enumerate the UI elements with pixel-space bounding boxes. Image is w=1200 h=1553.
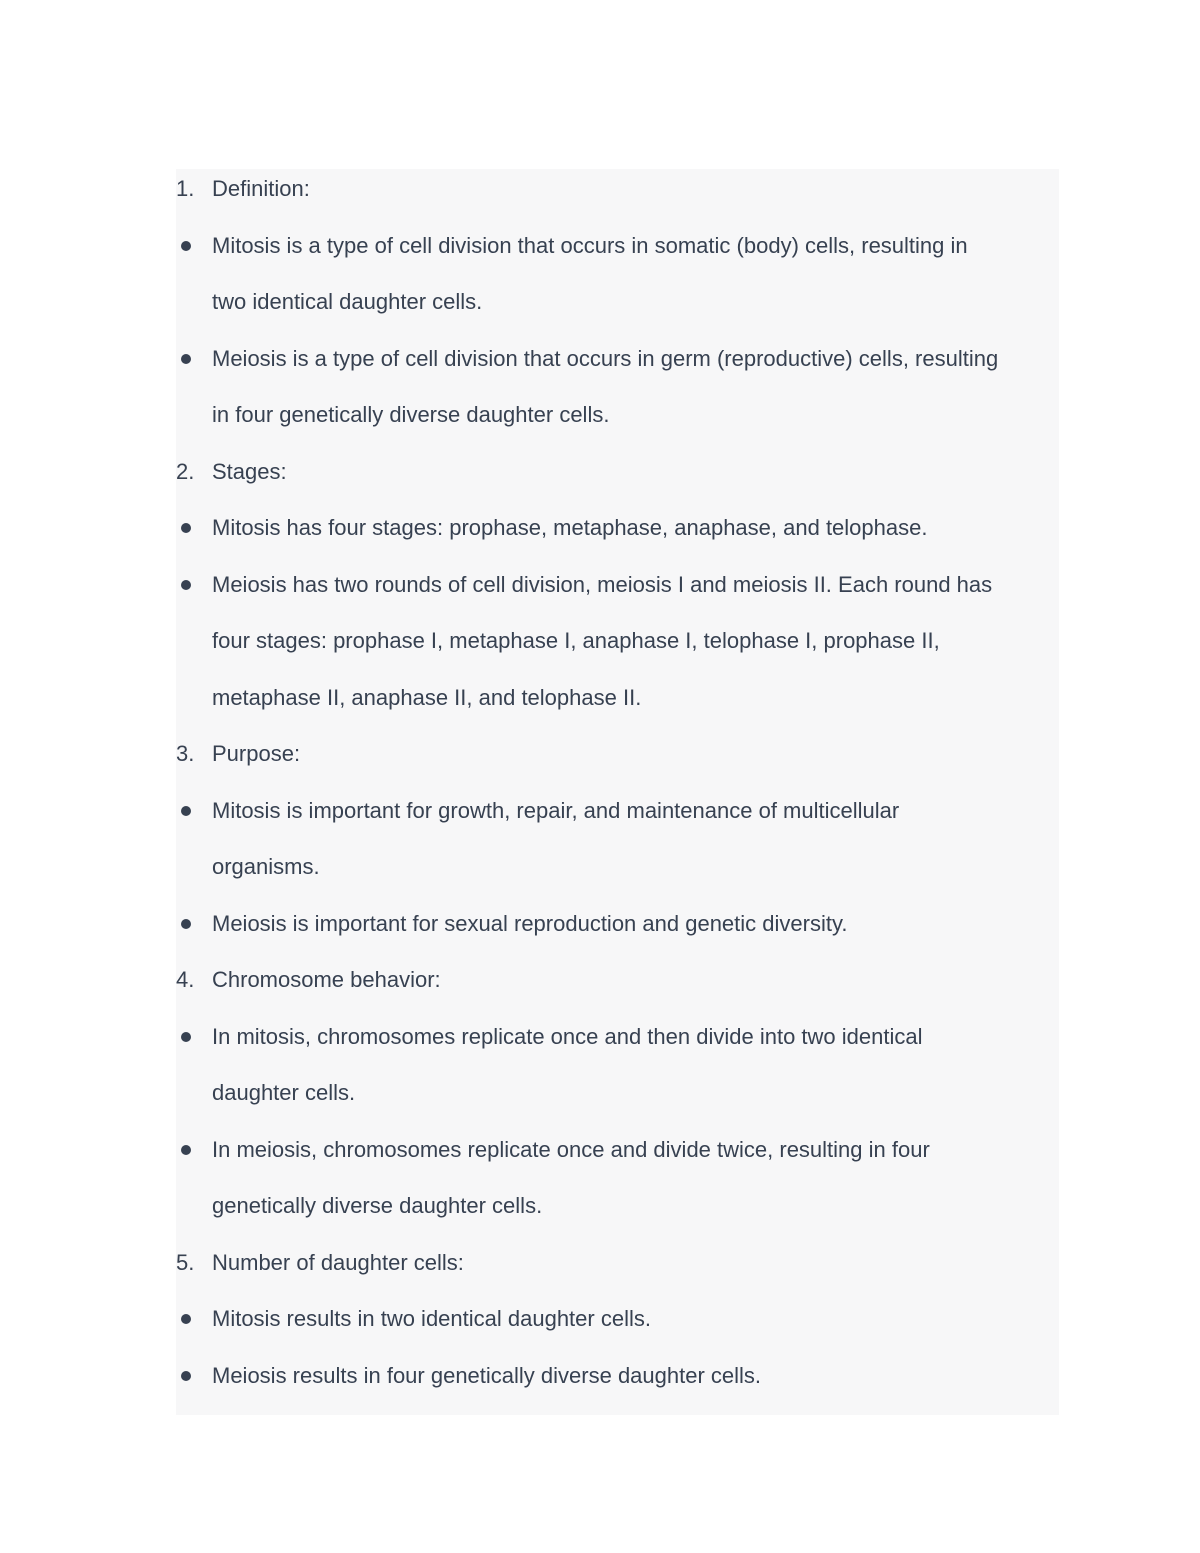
bullet-text: Mitosis is important for growth, repair, and maintenance of multicellular [212,797,900,823]
bullet-continuation-line [176,850,1059,907]
bullet-continuation-line [176,624,1059,681]
bullet-dot-icon [181,241,191,251]
bullet-line [176,1020,1059,1077]
item-number: 1. [176,176,195,201]
bullet-text: in four genetically diverse daughter cells. [212,402,610,427]
bullet-dot-icon [181,1145,191,1155]
bullet-text: Meiosis results in four genetically diverse daughter cells. [212,1362,762,1388]
item-number: 5. [176,1249,195,1275]
bullet-text: genetically diverse daughter cells. [212,1193,543,1218]
bullet-text: Mitosis is a type of cell division that occurs in somatic (body) cells, resulting in [212,232,968,258]
bullet-text: Mitosis has four stages: prophase, metaphase, anaphase, and telophase. [212,515,928,540]
bullet-text: In meiosis, chromosomes replicate once and divide twice, resulting in four [212,1136,930,1162]
bullet-dot-icon [181,580,191,590]
bullet-line [176,1133,1059,1190]
bullet-continuation-line [176,1189,1059,1246]
bullet-text: four stages: prophase I, metaphase I, anaphase I, telophase I, prophase II, [212,628,940,653]
item-heading: Definition: [212,176,310,201]
content-box [176,169,1059,1415]
item-number: 4. [176,967,195,992]
bullet-text: Meiosis is important for sexual reproduction and genetic diversity. [212,910,848,936]
item-number: 2. [176,458,195,484]
bullet-text: Mitosis results in two identical daughter cells. [212,1306,651,1331]
bullet-dot-icon [181,1371,191,1381]
bullet-line [176,229,1059,286]
item-heading: Number of daughter cells: [212,1249,464,1275]
bullet-text: organisms. [212,854,320,879]
comparison-list [176,172,1059,1415]
bullet-text: daughter cells. [212,1080,356,1105]
bullet-line [176,907,1059,964]
numbered-heading [176,737,1059,794]
bullet-text: metaphase II, anaphase II, and telophase II. [212,684,642,710]
bullet-dot-icon [181,806,191,816]
bullet-text: Meiosis is a type of cell division that occurs in germ (reproductive) cells, resulting [212,345,999,371]
bullet-text: two identical daughter cells. [212,289,483,314]
bullet-continuation-line [176,681,1059,738]
bullet-dot-icon [181,1314,191,1324]
bullet-line [176,1359,1059,1416]
item-heading: Purpose: [212,741,301,766]
bullet-dot-icon [181,919,191,929]
bullet-line [176,1302,1059,1359]
numbered-heading [176,963,1059,1020]
bullet-line [176,794,1059,851]
numbered-heading [176,1246,1059,1303]
item-heading: Stages: [212,458,287,484]
item-heading: Chromosome behavior: [212,967,441,992]
bullet-line [176,511,1059,568]
bullet-line [176,568,1059,625]
numbered-heading [176,455,1059,512]
bullet-dot-icon [181,354,191,364]
item-number: 3. [176,741,195,766]
bullet-continuation-line [176,398,1059,455]
bullet-continuation-line [176,1076,1059,1133]
bullet-continuation-line [176,285,1059,342]
bullet-text: In mitosis, chromosomes replicate once and then divide into two identical [212,1023,923,1049]
bullet-dot-icon [181,523,191,533]
bullet-line [176,342,1059,399]
numbered-heading [176,172,1059,229]
bullet-text: Meiosis has two rounds of cell division, meiosis I and meiosis II. Each round has [212,571,993,597]
bullet-dot-icon [181,1032,191,1042]
